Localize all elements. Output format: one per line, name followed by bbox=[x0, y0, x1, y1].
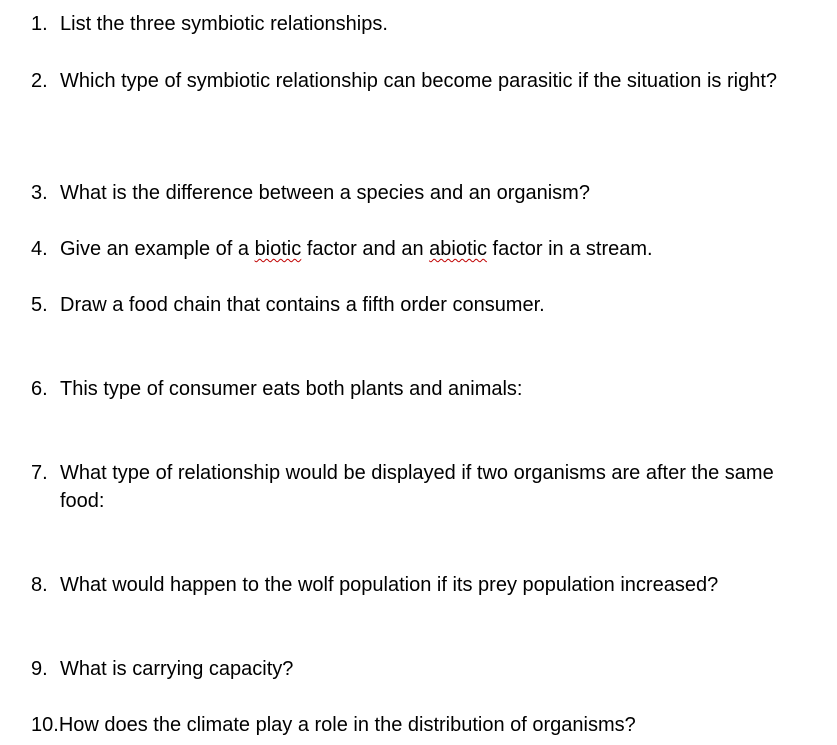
question-text: What would happen to the wolf population if its prey population increased? bbox=[60, 574, 719, 596]
question-number: 5. bbox=[31, 294, 48, 316]
question-number: 8. bbox=[31, 574, 48, 596]
spellcheck-word-abiotic[interactable]: abiotic bbox=[429, 238, 487, 260]
spellcheck-word-biotic[interactable]: biotic bbox=[254, 238, 302, 260]
question-text: What is carrying capacity? bbox=[60, 658, 294, 680]
question-text: List the three symbiotic relationships. bbox=[60, 13, 388, 35]
question-number: 6. bbox=[31, 378, 48, 400]
text-segment: Give an example of a bbox=[60, 238, 255, 260]
question-text bbox=[60, 235, 800, 263]
question-text: What type of relationship would be displayed if two organisms are after the same food: bbox=[60, 462, 774, 512]
question-text: Which type of symbiotic relationship can become parasitic if the situation is right? bbox=[60, 70, 778, 92]
question-number: 3. bbox=[31, 182, 48, 204]
question-number: 9. bbox=[31, 658, 48, 680]
text-segment: How does the climate play a role in the distribution of organisms? bbox=[58, 714, 636, 736]
question-text: What is the difference between a species and an organism? bbox=[60, 182, 590, 204]
question-text: This type of consumer eats both plants and animals: bbox=[60, 378, 523, 400]
question-number: 4. bbox=[31, 238, 48, 260]
question-text bbox=[31, 711, 771, 739]
question-number: 10. bbox=[31, 714, 59, 736]
question-number: 2. bbox=[31, 70, 48, 92]
question-number: 1. bbox=[31, 13, 48, 35]
question-number: 7. bbox=[31, 462, 48, 484]
text-segment: factor and an bbox=[301, 238, 430, 260]
question-text: Draw a food chain that contains a fifth order consumer. bbox=[60, 294, 545, 316]
text-segment: factor in a stream. bbox=[486, 238, 653, 260]
